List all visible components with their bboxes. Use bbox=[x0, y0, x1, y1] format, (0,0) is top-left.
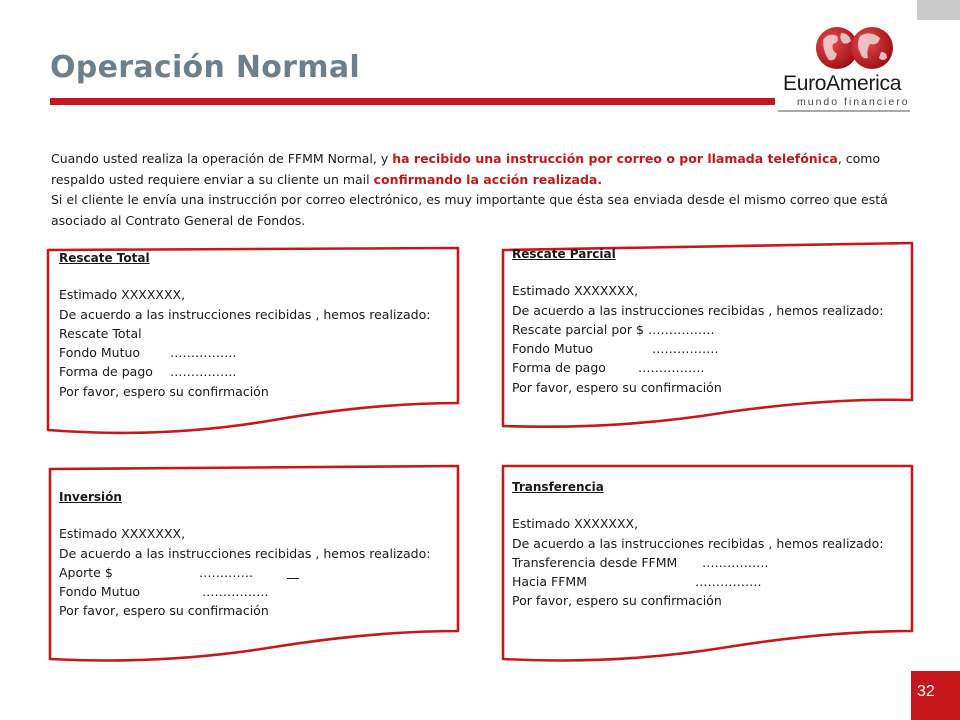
intro-paragraph bbox=[51, 149, 921, 231]
card-line-2-dots: ……………. bbox=[202, 584, 269, 600]
card-title: Inversión bbox=[59, 490, 122, 504]
logo-tagline: mundo financiero bbox=[797, 96, 910, 108]
card-line-2 bbox=[512, 572, 907, 591]
euroamerica-logo bbox=[775, 18, 915, 110]
page-number: 32 bbox=[917, 683, 935, 700]
card-intro: De acuerdo a las instrucciones recibidas , hemos realizado: bbox=[59, 306, 431, 322]
card-rescate-total bbox=[59, 249, 454, 401]
card-closing: Por favor, espero su confirmación bbox=[512, 379, 722, 395]
card-intro: De acuerdo a las instrucciones recibidas , hemos realizado: bbox=[512, 302, 884, 318]
card-line-1-label: Transferencia desde FFMM bbox=[512, 554, 678, 570]
card-line-1: Rescate parcial por $ ……………. bbox=[512, 321, 715, 337]
card-line-1 bbox=[512, 553, 907, 572]
card-line-2 bbox=[59, 582, 454, 601]
card-title: Rescate Total bbox=[59, 251, 150, 265]
card-closing: Por favor, espero su confirmación bbox=[512, 593, 722, 609]
card-greeting: Estimado XXXXXXX, bbox=[512, 283, 639, 299]
card-line-1 bbox=[59, 563, 454, 582]
card-intro: De acuerdo a las instrucciones recibidas , hemos realizado: bbox=[59, 545, 431, 561]
card-line-2-label: Fondo Mutuo bbox=[512, 341, 594, 357]
card-line-1: Rescate Total bbox=[59, 325, 142, 341]
card-title: Rescate Parcial bbox=[512, 247, 616, 261]
intro-highlight-2: confirmando la acción realizada. bbox=[373, 171, 603, 187]
card-line-2-label: Fondo Mutuo bbox=[59, 584, 141, 600]
card-line-2-dots: ……………. bbox=[170, 345, 237, 361]
page-number-badge bbox=[911, 671, 960, 720]
card-closing: Por favor, espero su confirmación bbox=[59, 383, 269, 399]
card-line-3 bbox=[59, 362, 454, 381]
card-line-3-label: Forma de pago bbox=[59, 364, 153, 380]
card-line-1-dots: …………. bbox=[199, 564, 253, 580]
card-closing: Por favor, espero su confirmación bbox=[59, 603, 269, 619]
card-line-1-label: Aporte $ bbox=[59, 564, 113, 580]
underline-mark bbox=[287, 578, 299, 579]
intro-highlight-1: ha recibido una instrucción por correo o por llamada telefónica bbox=[392, 151, 838, 166]
card-transferencia bbox=[512, 478, 907, 611]
card-line-3-dots: ……………. bbox=[638, 360, 705, 376]
card-greeting: Estimado XXXXXXX, bbox=[59, 287, 186, 303]
slide-title: Operación Normal bbox=[50, 50, 360, 85]
corner-decoration bbox=[917, 0, 960, 20]
card-line-2 bbox=[59, 343, 454, 362]
card-line-1-dots: ……………. bbox=[702, 554, 769, 570]
card-title: Transferencia bbox=[512, 480, 604, 494]
card-inversion bbox=[59, 488, 454, 621]
logo-wordmark: EuroAmerica bbox=[783, 72, 902, 95]
card-line-3 bbox=[512, 358, 907, 377]
intro-text-3: Si el cliente le envía una instrucción por correo electrónico, es muy importante que ésta sea enviada desde el mismo correo que está asociado al Contrato General de Fondos. bbox=[51, 192, 888, 228]
card-line-2-label: Hacia FFMM bbox=[512, 574, 587, 590]
card-line-2-dots: ……………. bbox=[695, 574, 762, 590]
card-line-2 bbox=[512, 339, 907, 358]
card-greeting: Estimado XXXXXXX, bbox=[59, 526, 186, 542]
card-greeting: Estimado XXXXXXX, bbox=[512, 516, 639, 532]
card-line-2-dots: ……………. bbox=[652, 341, 719, 357]
intro-text-1: Cuando usted realiza la operación de FFMM Normal, y bbox=[51, 151, 393, 166]
card-line-2-label: Fondo Mutuo bbox=[59, 345, 141, 361]
globe-logo-icon bbox=[775, 18, 915, 74]
card-line-3-dots: ……………. bbox=[170, 364, 237, 380]
intro-text-2: , como respaldo usted requiere enviar a su cliente un mail bbox=[51, 151, 881, 187]
card-line-3-label: Forma de pago bbox=[512, 360, 606, 376]
card-rescate-parcial bbox=[512, 245, 907, 397]
card-intro: De acuerdo a las instrucciones recibidas , hemos realizado: bbox=[512, 535, 884, 551]
